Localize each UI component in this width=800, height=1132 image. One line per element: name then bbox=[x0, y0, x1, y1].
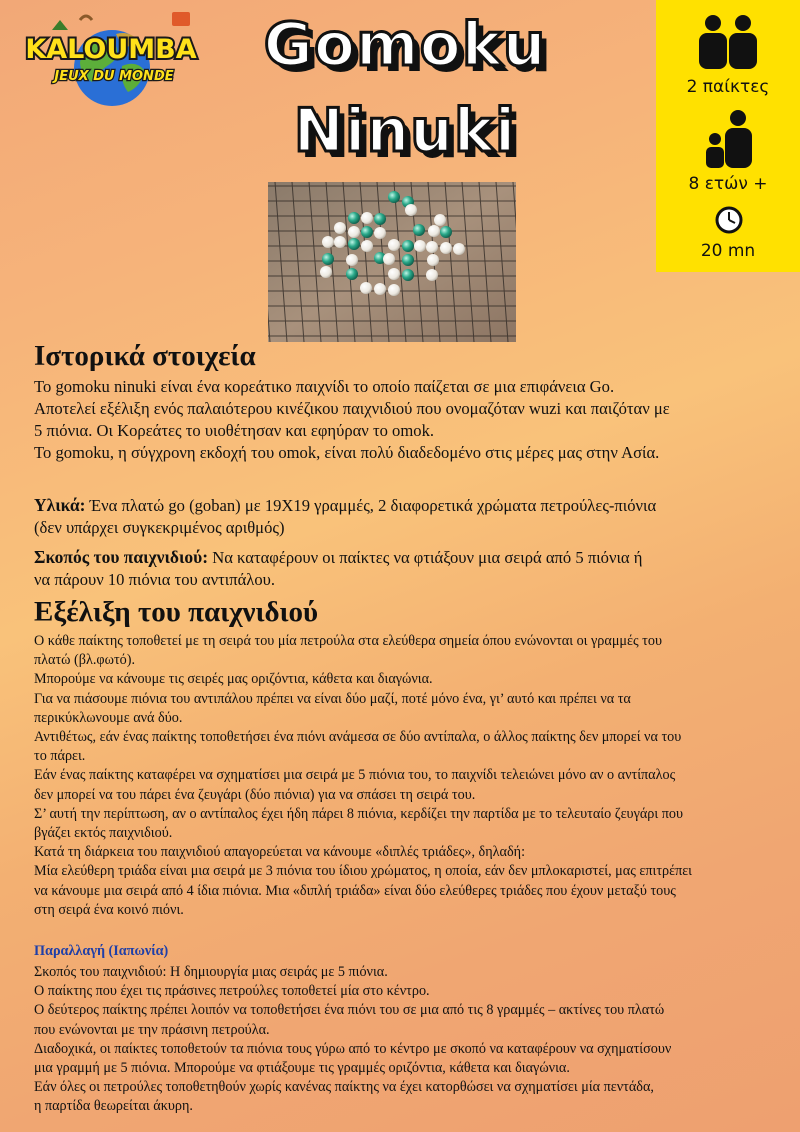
gameplay-heading: Εξέλιξη του παιχνιδιού bbox=[34, 596, 319, 628]
gameplay-line: περικύκλωνουμε ανά δύο. bbox=[34, 709, 183, 726]
duration-label: 20 mn bbox=[700, 241, 756, 261]
white-stone bbox=[426, 269, 438, 281]
logo-text-bottom: JEUX DU MONDE bbox=[54, 69, 174, 84]
green-stone bbox=[402, 240, 414, 252]
gameplay-line: να κάνουμε μια σειρά από 4 ίδια πιόνια. Μια «διπλή τριάδα» είναι δύο ελεύθερες τριάδες που έχουν μεταξύ τους bbox=[34, 882, 676, 899]
history-text bbox=[34, 376, 774, 464]
variant-text bbox=[34, 963, 782, 1117]
white-stone bbox=[440, 242, 452, 254]
gameplay-line: Μία ελεύθερη τριάδα είναι μια σειρά με 3 πιόνια του ίδιου χρώματος, η οποία, εάν δεν μπλοκαριστεί, μας επιτρέπει bbox=[34, 863, 693, 880]
goal-text bbox=[34, 546, 774, 591]
gameplay-line: Για να πιάσουμε πιόνια του αντιπάλου πρέπει να είναι δύο μαζί, ποτέ μόνο ένα, γι’ αυτό και πρέπει να τα bbox=[34, 690, 631, 707]
variant-line: Ο δεύτερος παίκτης πρέπει λοιπόν να τοποθετήσει ένα πιόνι του σε μια από τις 8 γραμμές – ακτίνες του πλατώ bbox=[34, 1002, 665, 1019]
white-stone bbox=[322, 236, 334, 248]
variant-line: μια γραμμή με 5 πιόνια. Μπορούμε να φτιάξουμε τις γραμμές οριζόντια, κάθετα και διαγώνια. bbox=[34, 1060, 570, 1077]
goal-line-2: να πάρουν 10 πιόνια του αντιπάλου. bbox=[34, 570, 275, 589]
variant-line: Εάν όλες οι πετρούλες τοποθετηθούν χωρίς κανένας παίκτης να έχει κατορθώσει να σχηματίσει μία πεντάδα, bbox=[34, 1079, 654, 1096]
white-stone bbox=[346, 254, 358, 266]
materials-line-2: (δεν υπάρχει συγκεκριμένος αριθμός) bbox=[34, 518, 285, 537]
variant-line: Σκοπός του παιχνιδιού: Η δημιουργία μιας σειράς με 5 πιόνια. bbox=[34, 964, 388, 980]
white-stone bbox=[388, 268, 400, 280]
clock-icon bbox=[715, 206, 743, 234]
variant-line: που ενώνονται με την πράσινη πετρούλα. bbox=[34, 1021, 270, 1038]
green-stone bbox=[322, 253, 334, 265]
variant-line: Ο παίκτης που έχει τις πράσινες πετρούλες τοποθετεί μία στο κέντρο. bbox=[34, 983, 430, 1000]
players-label: 2 παίκτες bbox=[686, 77, 770, 97]
variant-line: η παρτίδα θεωρείται άκυρη. bbox=[34, 1098, 193, 1115]
gameplay-line: Εάν ένας παίκτης καταφέρει να σχηματίσει μια σειρά με 5 πιόνια του, το παιχνίδι τελειώνει μόνο αν ο αντίπαλος bbox=[34, 767, 676, 784]
white-stone bbox=[334, 222, 346, 234]
green-stone bbox=[402, 254, 414, 266]
green-stone bbox=[348, 238, 360, 250]
white-stone bbox=[374, 283, 386, 295]
age-label: 8 ετών + bbox=[688, 174, 768, 194]
goal-label: Σκοπός του παιχνιδιού: bbox=[34, 547, 209, 567]
adult-child-icon bbox=[706, 110, 754, 168]
white-stone bbox=[360, 282, 372, 294]
history-line: Το gomoku, η σύγχρονη εκδοχή του omok, είναι πολύ διαδεδομένο στις μέρες μας στην Ασία. bbox=[34, 443, 660, 462]
white-stone bbox=[414, 240, 426, 252]
white-stone bbox=[361, 240, 373, 252]
white-stone bbox=[388, 284, 400, 296]
logo-text-top: KALOUMBA bbox=[25, 34, 197, 65]
gameplay-line: πλατώ (βλ.φωτό). bbox=[34, 652, 136, 669]
variant-line: Διαδοχικά, οι παίκτες τοποθετούν τα πιόνια τους γύρω από το κέντρο με σκοπό να καταφέρουν να σχηματίσουν bbox=[34, 1040, 672, 1057]
gameplay-line: Μπορούμε να κάνουμε τις σειρές μας οριζόντια, κάθετα και διαγώνια. bbox=[34, 671, 433, 688]
materials-line-1: Ένα πλατώ go (goban) με 19X19 γραμμές, 2 διαφορετικά χρώματα πετρούλες-πιόνια bbox=[85, 496, 657, 515]
green-stone bbox=[388, 191, 400, 203]
white-stone bbox=[383, 253, 395, 265]
green-stone bbox=[346, 268, 358, 280]
green-stone bbox=[348, 212, 360, 224]
white-stone bbox=[334, 236, 346, 248]
green-stone bbox=[402, 269, 414, 281]
game-title-line-1: Gomoku bbox=[263, 10, 547, 80]
gameplay-line: Ο κάθε παίκτης τοποθετεί με τη σειρά του μία πετρούλα στα ελεύθερα σημεία όπου ενώνονται οι γραμμές του bbox=[34, 633, 662, 649]
materials-label: Υλικά: bbox=[34, 495, 86, 515]
history-heading: Ιστορικά στοιχεία bbox=[34, 340, 256, 372]
gameplay-line: δεν μπορεί να του πάρει ένα ζευγάρι (δύο πιόνια) για να σπάσει τη σειρά του. bbox=[34, 786, 476, 803]
white-stone bbox=[405, 204, 417, 216]
white-stone bbox=[428, 225, 440, 237]
gameplay-line: Σ’ αυτή την περίπτωση, αν ο αντίπαλος έχει ήδη πάρει 8 πιόνια, κερδίζει την παρτίδα με το τελευταίο ζευγάρι που bbox=[34, 805, 683, 822]
white-stone bbox=[434, 214, 446, 226]
green-stone bbox=[374, 213, 386, 225]
variant-heading: Παραλλαγή (Ιαπωνία) bbox=[34, 943, 169, 959]
white-stone bbox=[453, 243, 465, 255]
white-stone bbox=[361, 212, 373, 224]
gameplay-line: το πάρει. bbox=[34, 748, 86, 765]
gameplay-text bbox=[34, 632, 782, 920]
kaloumba-logo bbox=[22, 8, 200, 106]
white-stone bbox=[320, 266, 332, 278]
game-title-line-2: Ninuki bbox=[293, 96, 517, 166]
white-stone bbox=[388, 239, 400, 251]
gameplay-line: βγάζει εκτός παιχνιδιού. bbox=[34, 825, 173, 842]
white-stone bbox=[374, 227, 386, 239]
white-stone bbox=[348, 226, 360, 238]
goban-photo bbox=[268, 182, 516, 342]
green-stone bbox=[440, 226, 452, 238]
game-info-panel bbox=[656, 0, 800, 272]
gameplay-line: Αντιθέτως, εάν ένας παίκτης τοποθετήσει ένα πιόνι ανάμεσα σε δύο αντίπαλα, ο άλλος παίκτης δεν μπορεί να του bbox=[34, 729, 682, 746]
history-line: Αποτελεί εξέλιξη ενός παλαιότερου κινέζικου παιχνιδιού που ονομαζόταν wuzi και παιζόταν με bbox=[34, 399, 670, 418]
two-players-icon bbox=[697, 14, 759, 70]
green-stone bbox=[361, 226, 373, 238]
history-line: 5 πιόνια. Οι Κορεάτες το υιοθέτησαν και εφηύραν το omok. bbox=[34, 421, 435, 440]
gameplay-line: Κατά τη διάρκεια του παιχνιδιού απαγορεύεται να κάνουμε «διπλές τριάδες», δηλαδή: bbox=[34, 844, 526, 861]
green-stone bbox=[413, 224, 425, 236]
gameplay-line: στη σειρά ένα κοινό πιόνι. bbox=[34, 901, 184, 918]
goal-line-1: Να καταφέρουν οι παίκτες να φτιάξουν μια σειρά από 5 πιόνια ή bbox=[208, 548, 643, 567]
materials-text bbox=[34, 494, 774, 539]
white-stone bbox=[427, 254, 439, 266]
history-line: Το gomoku ninuki είναι ένα κορεάτικο παιχνίδι το οποίο παίζεται σε μια επιφάνεια Go. bbox=[34, 377, 615, 396]
white-stone bbox=[426, 241, 438, 253]
